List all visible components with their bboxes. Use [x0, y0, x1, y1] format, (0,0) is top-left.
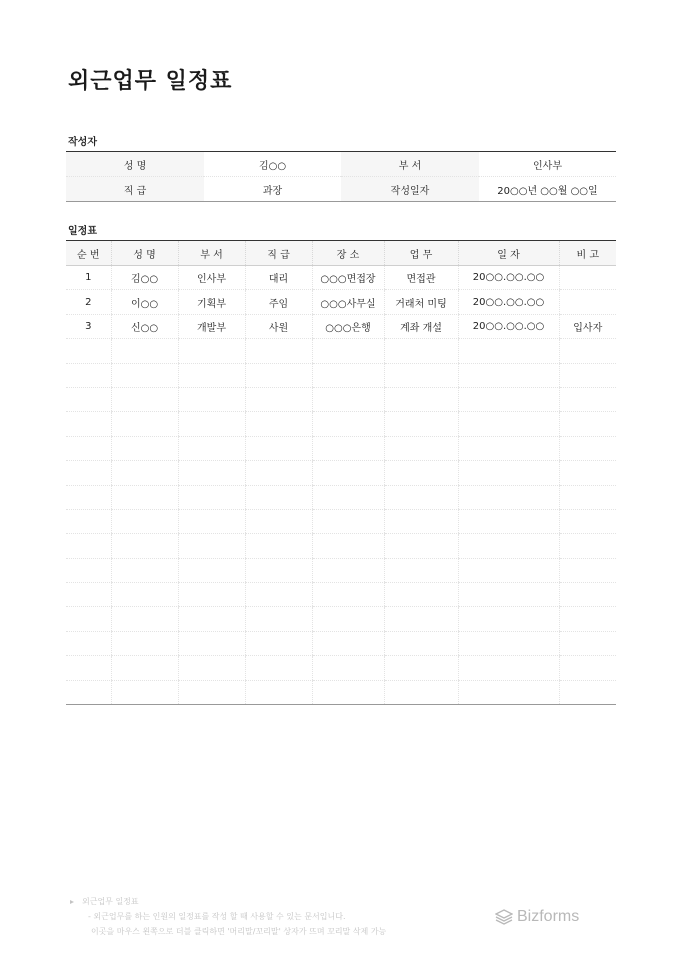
author-row-name — [66, 152, 616, 177]
table-row — [66, 607, 616, 631]
table-row — [66, 339, 616, 363]
cell-place[interactable] — [312, 461, 384, 485]
label-rank: 직 급 — [66, 177, 204, 202]
cell-name[interactable] — [111, 607, 178, 631]
schedule-section-label: 일정표 — [68, 226, 97, 237]
cell-date[interactable] — [458, 339, 559, 363]
cell-task[interactable] — [384, 339, 458, 363]
cell-place[interactable]: ○○○면접장 — [312, 266, 384, 290]
cell-date[interactable] — [458, 412, 559, 436]
cell-task[interactable] — [384, 436, 458, 460]
header-date: 일 자 — [458, 241, 559, 266]
cell-task[interactable] — [384, 363, 458, 387]
cell-rank[interactable]: 사원 — [245, 314, 312, 338]
cell-name[interactable] — [111, 583, 178, 607]
cell-date[interactable] — [458, 558, 559, 582]
cell-task[interactable]: 계좌 개설 — [384, 314, 458, 338]
cell-department[interactable] — [178, 558, 245, 582]
cell-task[interactable] — [384, 583, 458, 607]
cell-name[interactable] — [111, 436, 178, 460]
cell-place[interactable] — [312, 339, 384, 363]
cell-place[interactable] — [312, 631, 384, 655]
cell-date[interactable] — [458, 485, 559, 509]
cell-date[interactable] — [458, 656, 559, 680]
footer-description: - 외근업무를 하는 인원의 일정표를 작성 할 때 사용할 수 있는 문서입니다. — [88, 912, 346, 921]
label-date: 작성일자 — [341, 177, 479, 202]
cell-date[interactable] — [458, 583, 559, 607]
cell-place[interactable] — [312, 534, 384, 558]
cell-department[interactable] — [178, 534, 245, 558]
cell-task[interactable]: 면접관 — [384, 266, 458, 290]
cell-place[interactable] — [312, 607, 384, 631]
cell-task[interactable] — [384, 461, 458, 485]
cell-task[interactable] — [384, 485, 458, 509]
footer-title: 외근업무 일정표 — [82, 897, 139, 906]
table-row — [66, 485, 616, 509]
schedule-header-row — [66, 241, 616, 266]
cell-rank[interactable] — [245, 485, 312, 509]
cell-department[interactable]: 개발부 — [178, 314, 245, 338]
cell-seq[interactable] — [66, 363, 111, 387]
header-note: 비 고 — [559, 241, 616, 266]
cell-department[interactable] — [178, 656, 245, 680]
cell-date[interactable] — [458, 509, 559, 533]
cell-department[interactable] — [178, 607, 245, 631]
cell-task[interactable] — [384, 412, 458, 436]
header-place: 장 소 — [312, 241, 384, 266]
cell-task[interactable]: 거래처 미팅 — [384, 290, 458, 314]
table-row — [66, 558, 616, 582]
bizforms-logo — [495, 908, 579, 926]
table-row — [66, 314, 616, 338]
header-rank: 직 급 — [245, 241, 312, 266]
cell-task[interactable] — [384, 680, 458, 704]
cell-department[interactable] — [178, 363, 245, 387]
cell-rank[interactable] — [245, 363, 312, 387]
cell-rank[interactable] — [245, 656, 312, 680]
cell-task[interactable] — [384, 534, 458, 558]
cell-department[interactable] — [178, 387, 245, 411]
cell-department[interactable] — [178, 583, 245, 607]
cell-place[interactable] — [312, 485, 384, 509]
cell-name[interactable] — [111, 509, 178, 533]
cell-seq[interactable] — [66, 583, 111, 607]
cell-department[interactable] — [178, 412, 245, 436]
cell-seq[interactable] — [66, 339, 111, 363]
cell-department[interactable] — [178, 461, 245, 485]
cell-name[interactable]: 신○○ — [111, 314, 178, 338]
cell-note[interactable] — [559, 607, 616, 631]
cell-place[interactable] — [312, 387, 384, 411]
table-row — [66, 266, 616, 290]
cell-name[interactable] — [111, 656, 178, 680]
cell-rank[interactable] — [245, 461, 312, 485]
table-row — [66, 680, 616, 704]
cell-name[interactable]: 이○○ — [111, 290, 178, 314]
cell-note[interactable] — [559, 387, 616, 411]
cell-rank[interactable] — [245, 339, 312, 363]
cell-note[interactable] — [559, 509, 616, 533]
author-info-table — [66, 151, 616, 202]
cell-note[interactable] — [559, 436, 616, 460]
cell-task[interactable] — [384, 631, 458, 655]
cell-name[interactable] — [111, 363, 178, 387]
cell-note[interactable] — [559, 583, 616, 607]
cell-seq[interactable] — [66, 534, 111, 558]
cell-date[interactable] — [458, 387, 559, 411]
cell-rank[interactable] — [245, 680, 312, 704]
cell-seq[interactable] — [66, 680, 111, 704]
cell-note[interactable] — [559, 266, 616, 290]
cell-seq[interactable]: 2 — [66, 290, 111, 314]
cell-rank[interactable] — [245, 534, 312, 558]
value-rank[interactable]: 과장 — [262, 185, 283, 197]
cell-seq[interactable] — [66, 412, 111, 436]
table-row — [66, 436, 616, 460]
cell-date[interactable] — [458, 607, 559, 631]
table-row — [66, 583, 616, 607]
cell-seq[interactable] — [66, 631, 111, 655]
layers-stack-icon — [495, 909, 513, 925]
cell-department[interactable] — [178, 509, 245, 533]
cell-place[interactable] — [312, 656, 384, 680]
header-task: 업 무 — [384, 241, 458, 266]
table-row — [66, 412, 616, 436]
cell-seq[interactable] — [66, 436, 111, 460]
table-row — [66, 290, 616, 314]
cell-date[interactable]: 20○○.○○.○○ — [458, 290, 559, 314]
cell-place[interactable] — [312, 583, 384, 607]
cell-date[interactable]: 20○○.○○.○○ — [458, 314, 559, 338]
footer-instruction: 이곳을 마우스 왼쪽으로 더블 클릭하면 '머리말/꼬리말' 상자가 뜨며 꼬리말 삭제 가능 — [91, 927, 387, 936]
cell-rank[interactable] — [245, 412, 312, 436]
cell-note[interactable] — [559, 558, 616, 582]
document-footer[interactable] — [70, 894, 386, 939]
cell-note[interactable] — [559, 363, 616, 387]
author-section-label: 작성자 — [68, 137, 97, 148]
value-department[interactable]: 인사부 — [479, 152, 616, 177]
cell-name[interactable] — [111, 631, 178, 655]
cell-task[interactable] — [384, 387, 458, 411]
cell-seq[interactable]: 1 — [66, 266, 111, 290]
cell-seq[interactable] — [66, 387, 111, 411]
cell-name[interactable] — [111, 558, 178, 582]
cell-rank[interactable] — [245, 387, 312, 411]
header-name: 성 명 — [111, 241, 178, 266]
logo-text: Bizforms — [517, 908, 580, 925]
cell-date[interactable]: 20○○.○○.○○ — [458, 266, 559, 290]
cell-note[interactable] — [559, 485, 616, 509]
header-department: 부 서 — [178, 241, 245, 266]
cell-name[interactable] — [111, 387, 178, 411]
table-row — [66, 534, 616, 558]
cell-name[interactable] — [111, 412, 178, 436]
cell-place[interactable] — [312, 363, 384, 387]
cell-task[interactable] — [384, 656, 458, 680]
footer-title-row — [70, 894, 386, 909]
author-row-rank — [66, 177, 616, 202]
table-row — [66, 363, 616, 387]
cell-name[interactable] — [111, 339, 178, 363]
cell-name[interactable]: 김○○ — [111, 266, 178, 290]
cell-place[interactable] — [312, 412, 384, 436]
table-row — [66, 631, 616, 655]
cell-place[interactable]: ○○○은행 — [312, 314, 384, 338]
cell-department[interactable] — [178, 339, 245, 363]
label-department: 부 서 — [341, 152, 479, 177]
cell-department[interactable] — [178, 680, 245, 704]
cell-name[interactable] — [111, 680, 178, 704]
cell-place[interactable]: ○○○사무실 — [312, 290, 384, 314]
cell-name[interactable] — [111, 534, 178, 558]
cell-rank[interactable] — [245, 558, 312, 582]
cell-department[interactable] — [178, 436, 245, 460]
table-row — [66, 461, 616, 485]
cell-seq[interactable] — [66, 485, 111, 509]
triangle-bullet-icon — [70, 900, 74, 904]
schedule-table — [66, 240, 616, 705]
value-date[interactable]: 20○○년 ○○월 ○○일 — [497, 185, 598, 197]
cell-seq[interactable]: 3 — [66, 314, 111, 338]
cell-date[interactable] — [458, 363, 559, 387]
cell-date[interactable] — [458, 436, 559, 460]
cell-seq[interactable] — [66, 558, 111, 582]
header-seq: 순 번 — [66, 241, 111, 266]
cell-seq[interactable] — [66, 656, 111, 680]
cell-note[interactable] — [559, 631, 616, 655]
table-row — [66, 509, 616, 533]
table-row — [66, 656, 616, 680]
cell-note[interactable] — [559, 339, 616, 363]
cell-place[interactable] — [312, 436, 384, 460]
cell-date[interactable] — [458, 534, 559, 558]
cell-rank[interactable] — [245, 607, 312, 631]
cell-date[interactable] — [458, 680, 559, 704]
cell-task[interactable] — [384, 558, 458, 582]
page-title: 외근업무 일정표 — [68, 69, 233, 94]
cell-place[interactable] — [312, 558, 384, 582]
cell-rank[interactable]: 주임 — [245, 290, 312, 314]
label-name: 성 명 — [66, 152, 204, 177]
cell-seq[interactable] — [66, 607, 111, 631]
cell-note[interactable] — [559, 656, 616, 680]
cell-name[interactable] — [111, 461, 178, 485]
cell-rank[interactable] — [245, 583, 312, 607]
cell-note[interactable] — [559, 290, 616, 314]
cell-place[interactable] — [312, 509, 384, 533]
cell-task[interactable] — [384, 607, 458, 631]
cell-department[interactable]: 기획부 — [178, 290, 245, 314]
cell-seq[interactable] — [66, 509, 111, 533]
cell-date[interactable] — [458, 461, 559, 485]
cell-place[interactable] — [312, 680, 384, 704]
cell-name[interactable] — [111, 485, 178, 509]
cell-date[interactable] — [458, 631, 559, 655]
cell-department[interactable]: 인사부 — [178, 266, 245, 290]
cell-department[interactable] — [178, 485, 245, 509]
cell-rank[interactable] — [245, 509, 312, 533]
cell-seq[interactable] — [66, 461, 111, 485]
cell-department[interactable] — [178, 631, 245, 655]
cell-note[interactable] — [559, 680, 616, 704]
cell-note[interactable] — [559, 412, 616, 436]
table-row — [66, 387, 616, 411]
cell-note[interactable]: 입사자 — [559, 314, 616, 338]
value-name[interactable]: 김○○ — [204, 152, 341, 177]
cell-note[interactable] — [559, 534, 616, 558]
cell-note[interactable] — [559, 461, 616, 485]
cell-task[interactable] — [384, 509, 458, 533]
cell-rank[interactable]: 대리 — [245, 266, 312, 290]
cell-rank[interactable] — [245, 631, 312, 655]
cell-rank[interactable] — [245, 436, 312, 460]
